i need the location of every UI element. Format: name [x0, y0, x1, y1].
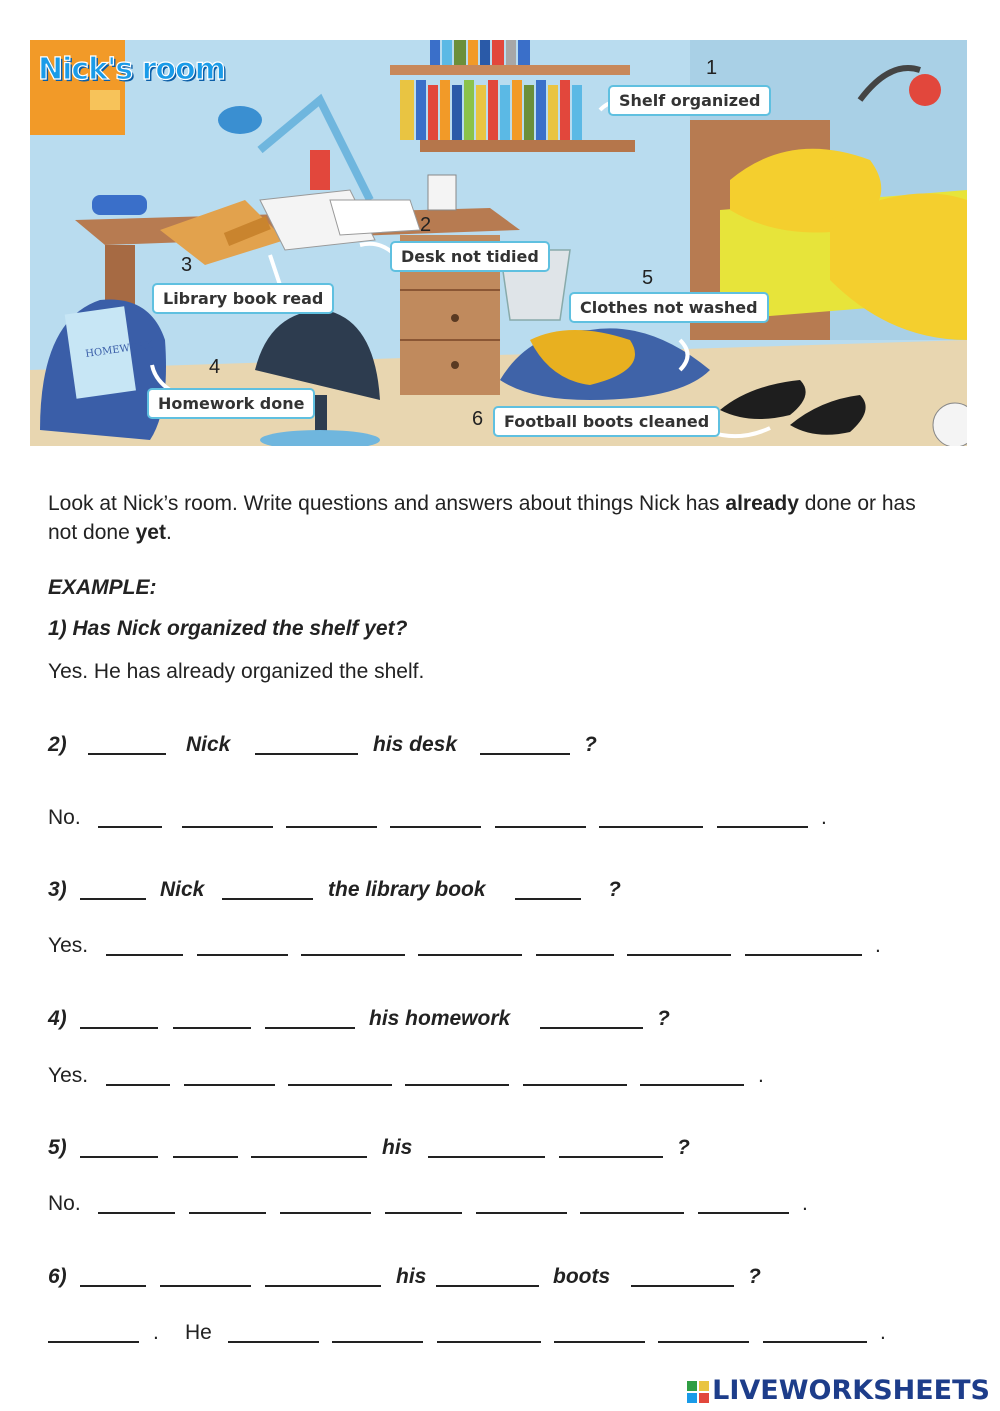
answer-blank[interactable] [251, 1156, 367, 1158]
answer-blank[interactable] [515, 898, 581, 900]
question-word: his desk [373, 733, 458, 756]
answer-start: Yes. [48, 1064, 89, 1087]
liveworksheets-logo [687, 1375, 990, 1406]
answer-blank[interactable] [698, 1212, 789, 1214]
answer-blank[interactable] [173, 1156, 238, 1158]
label-clothes-not-washed: Clothes not washed [569, 292, 769, 323]
example-heading: EXAMPLE: [48, 576, 157, 599]
question-word: his [396, 1265, 427, 1288]
question-word: Nick [186, 733, 231, 756]
instructions-text: Look at Nick’s room. Write questions and answers about things Nick has [48, 492, 726, 515]
answer-blank[interactable] [255, 753, 358, 755]
scene-number: 3 [181, 254, 193, 276]
answer-blank[interactable] [495, 826, 586, 828]
answer-blank[interactable] [173, 1027, 251, 1029]
answer-blank[interactable] [405, 1084, 509, 1086]
answer-blank[interactable] [286, 826, 377, 828]
answer-period: . [758, 1064, 764, 1087]
answer-blank[interactable] [476, 1212, 567, 1214]
answer-blank[interactable] [189, 1212, 266, 1214]
answer-blank[interactable] [559, 1156, 663, 1158]
answer-blank[interactable] [540, 1027, 643, 1029]
liveworksheets-icon [687, 1381, 709, 1403]
answer-blank[interactable] [418, 954, 522, 956]
answer-blank[interactable] [160, 1285, 251, 1287]
answer-blank[interactable] [80, 1156, 158, 1158]
answer-blank[interactable] [332, 1341, 423, 1343]
question-word: boots [553, 1265, 611, 1288]
question-number: 2) [48, 733, 67, 756]
answer-blank[interactable] [523, 1084, 627, 1086]
brand-name: LIVEWORKSHEETS [712, 1375, 990, 1406]
answer-blank[interactable] [288, 1084, 392, 1086]
instructions-bold-already: already [725, 492, 799, 515]
answer-blank[interactable] [48, 1341, 139, 1343]
answer-blank[interactable] [80, 1285, 146, 1287]
answer-blank[interactable] [658, 1341, 749, 1343]
answer-blank[interactable] [265, 1285, 381, 1287]
answer-blank[interactable] [98, 826, 162, 828]
answer-blank[interactable] [745, 954, 862, 956]
answer-blank[interactable] [640, 1084, 744, 1086]
answer-blank[interactable] [80, 898, 146, 900]
scene-number: 2 [420, 214, 432, 236]
answer-blank[interactable] [301, 954, 405, 956]
instructions [48, 489, 948, 547]
answer-blank[interactable] [428, 1156, 545, 1158]
answer-blank[interactable] [184, 1084, 275, 1086]
answer-blank[interactable] [554, 1341, 645, 1343]
question-number: 6) [48, 1265, 67, 1288]
answer-blank[interactable] [265, 1027, 355, 1029]
instructions-text: done or has not done [48, 492, 916, 544]
answer-blank[interactable] [717, 826, 808, 828]
answer-start: He [185, 1321, 212, 1344]
answer-blank[interactable] [98, 1212, 175, 1214]
answer-period: . [802, 1192, 808, 1215]
label-homework-done: Homework done [147, 388, 315, 419]
answer-blank[interactable] [106, 954, 183, 956]
scene-number: 1 [706, 57, 718, 79]
answer-blank[interactable] [197, 954, 288, 956]
question-mark: ? [657, 1007, 670, 1030]
answer-blank[interactable] [182, 826, 273, 828]
answer-start: Yes. [48, 934, 89, 957]
answer-blank[interactable] [228, 1341, 319, 1343]
question-mark: ? [677, 1136, 690, 1159]
answer-blank[interactable] [88, 753, 166, 755]
scene-number: 6 [472, 408, 484, 430]
question-number: 3) [48, 878, 67, 901]
answer-blank[interactable] [385, 1212, 462, 1214]
answer-blank[interactable] [437, 1341, 541, 1343]
answer-blank[interactable] [480, 753, 570, 755]
example-answer: Yes. He has already organized the shelf. [48, 660, 425, 683]
answer-start: No. [48, 1192, 81, 1215]
answer-blank[interactable] [580, 1212, 684, 1214]
answer-blank[interactable] [106, 1084, 170, 1086]
answer-period: . [880, 1321, 886, 1344]
question-number: 5) [48, 1136, 67, 1159]
answer-blank[interactable] [763, 1341, 867, 1343]
answer-blank[interactable] [222, 898, 313, 900]
question-word: his homework [369, 1007, 511, 1030]
answer-blank[interactable] [536, 954, 614, 956]
question-mark: ? [584, 733, 597, 756]
question-mark: ? [748, 1265, 761, 1288]
label-library-book-read: Library book read [152, 283, 334, 314]
label-shelf-organized: Shelf organized [608, 85, 771, 116]
answer-blank[interactable] [599, 826, 703, 828]
answer-blank[interactable] [627, 954, 731, 956]
label-football-boots-cleaned: Football boots cleaned [493, 406, 720, 437]
answer-blank[interactable] [280, 1212, 371, 1214]
scene-title: Nick's room [38, 52, 225, 87]
instructions-bold-yet: yet [135, 521, 166, 544]
answer-blank[interactable] [80, 1027, 158, 1029]
label-desk-not-tidied: Desk not tidied [390, 241, 550, 272]
answer-blank[interactable] [436, 1285, 539, 1287]
answer-blank[interactable] [390, 826, 481, 828]
answer-period: . [875, 934, 881, 957]
example-question: 1) Has Nick organized the shelf yet? [48, 617, 408, 640]
question-word: Nick [160, 878, 205, 901]
scene-number: 4 [209, 356, 221, 378]
instructions-text: . [165, 521, 172, 544]
answer-period: . [153, 1321, 159, 1344]
homework-notebook-text: HOMEWORK [84, 339, 154, 361]
question-word: his [382, 1136, 413, 1159]
scene-number: 5 [642, 267, 654, 289]
answer-start: No. [48, 806, 81, 829]
question-word: the library book [328, 878, 486, 901]
question-mark: ? [608, 878, 621, 901]
answer-blank[interactable] [631, 1285, 734, 1287]
answer-period: . [821, 806, 827, 829]
question-number: 4) [48, 1007, 67, 1030]
